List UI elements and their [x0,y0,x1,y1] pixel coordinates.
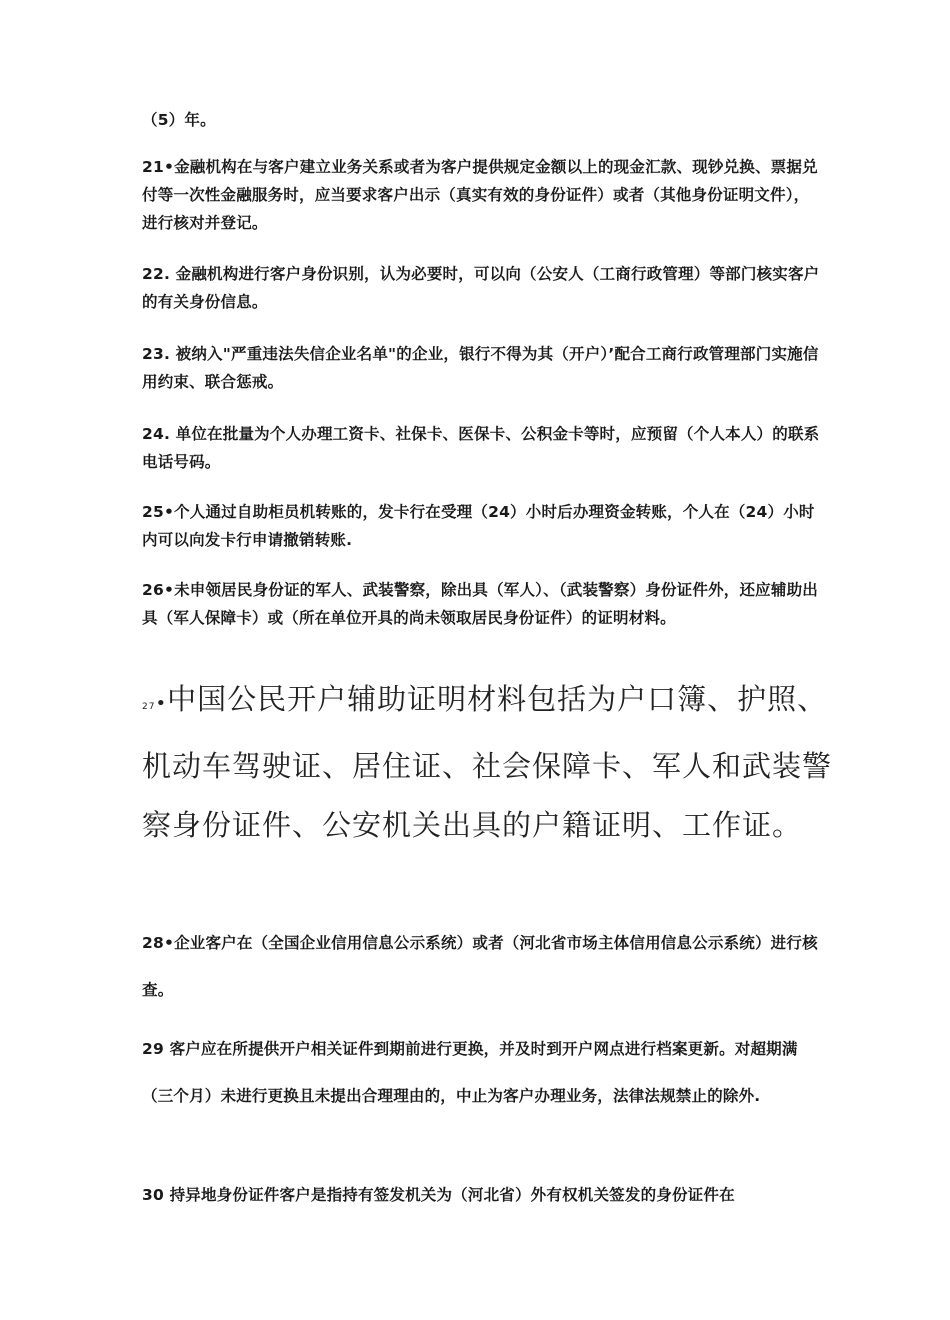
item-24 [142,420,822,476]
item-text: 企业客户在（全国企业信用信息公示系统）或者（河北省市场主体信用信息公示系统）进行核查。 [142,934,818,999]
item-27 [142,670,832,855]
item-25 [142,498,822,554]
item-28 [142,920,822,1014]
item-29 [142,1026,822,1120]
item-text: 金融机构进行客户身份识别，认为必要时，可以向（公安人（工商行政管理）等部门核实客户的有关身份信息。 [142,265,820,311]
item-bullet: • [155,693,168,714]
item-text: （5）年。 [142,111,216,129]
item-30 [142,1181,822,1209]
item-text: 中国公民开户辅助证明材料包括为户口簿、护照、机动车驾驶证、居住证、社会保障卡、军人和武装警察身份证件、公安机关出具的户籍证明、工作证。 [142,682,833,842]
item-number: 21• [142,158,175,176]
item-text: 单位在批量为个人办理工资卡、社保卡、医保卡、公积金卡等时，应预留（个人本人）的联系电话号码。 [142,425,820,471]
item-number: 23. [142,345,171,363]
item-number: 26• [142,581,175,599]
item-text: 金融机构在与客户建立业务关系或者为客户提供规定金额以上的现金汇款、现钞兑换、票据兑付等一次性金融服务时，应当要求客户出示（真实有效的身份证件）或者（其他身份证明文件），进行核对并登记。 [142,158,818,232]
item-text: 持异地身份证件客户是指持有签发机关为（河北省）外有权机关签发的身份证件在 [163,1186,735,1204]
item-23 [142,340,822,396]
item-text: 被纳入"严重违法失信企业名单"的企业，银行不得为其（开户）’配合工商行政管理部门实施信用约束、联合惩戒。 [142,345,819,391]
item-number: 27 [142,702,156,712]
item-number: 22. [142,265,171,283]
item-number: 25• [142,503,175,521]
item-text: 未申领居民身份证的军人、武装警察，除出具（军人）、（武装警察）身份证件外，还应辅助出具（军人保障卡）或（所在单位开具的尚未领取居民身份证件）的证明材料。 [142,581,818,627]
item-21 [142,153,822,237]
item-text: 个人通过自助柜员机转账的，发卡行在受理（24）小时后办理资金转账，个人在（24）小时内可以向发卡行申请撤销转账. [142,503,815,549]
item-number: 28• [142,934,175,952]
item-number: 30 [142,1186,164,1204]
item-text: 客户应在所提供开户相关证件到期前进行更换，并及时到开户网点进行档案更新。对超期满（三个月）未进行更换且未提出合理理由的，中止为客户办理业务，法律法规禁止的除外. [142,1040,798,1105]
item-22 [142,260,822,316]
item-20-tail [142,106,822,134]
item-number: 24. [142,425,171,443]
item-number: 29 [142,1040,164,1058]
item-26 [142,576,822,632]
